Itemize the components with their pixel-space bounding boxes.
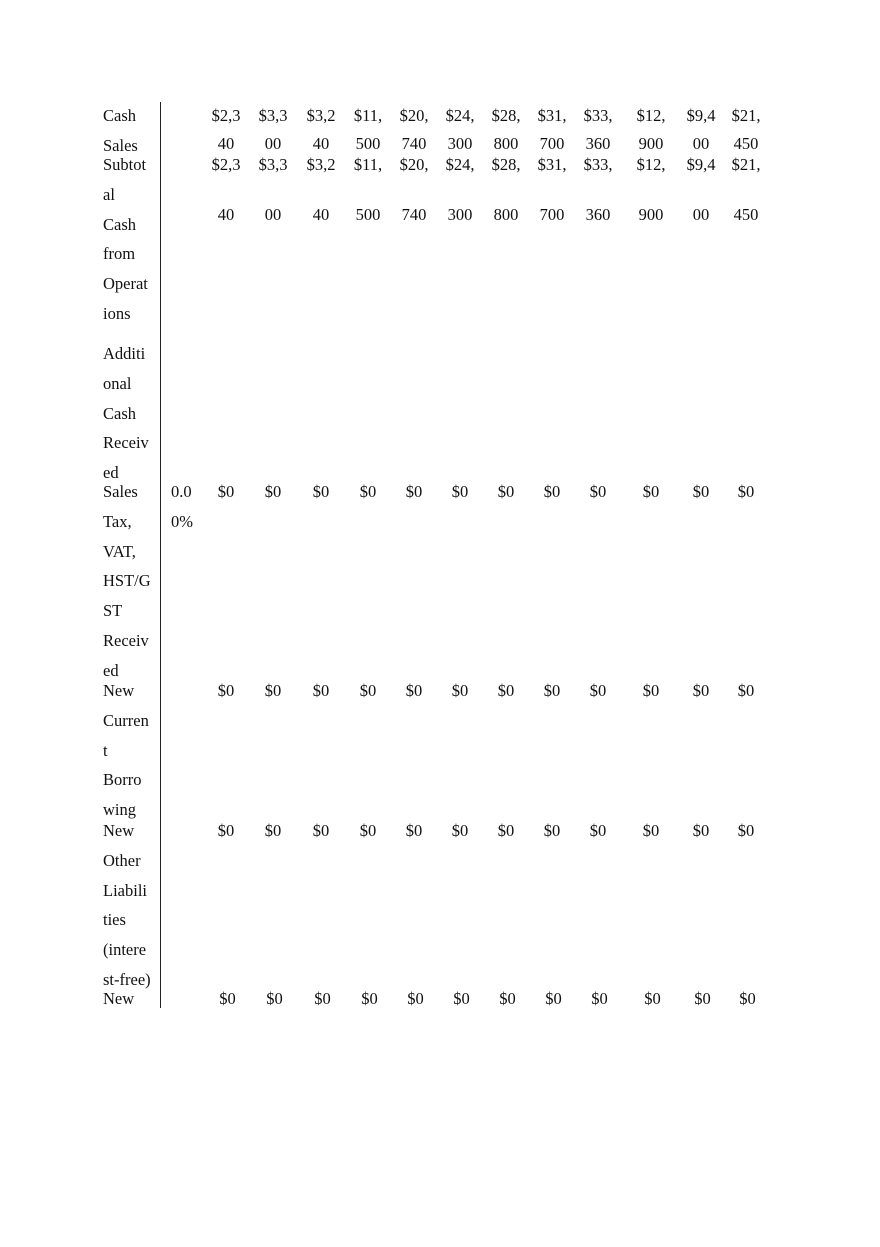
cell-value: 40 [312,205,330,224]
row-label: ed [103,463,119,483]
cell-value: $0 [543,681,561,700]
cell-value: $12, [636,106,666,125]
cell-value: 00 [692,205,710,224]
cell-value: 700 [539,205,565,224]
cell-value: $0 [312,681,330,700]
cell-value: 700 [539,134,565,153]
cell-value: $0 [361,989,378,1008]
cell-value: $0 [692,681,710,700]
cell-value: $0 [543,482,561,501]
cell-value: 800 [493,205,519,224]
row-label: ties [103,910,126,930]
cell-value: 300 [447,205,473,224]
cell-value: $0 [737,681,755,700]
cell-value: 900 [638,134,664,153]
cell-value: $0 [692,821,710,840]
cell-value: $0 [642,482,660,501]
row-label: Operat [103,274,148,294]
cell-value: 450 [733,134,759,153]
row-label: ed [103,660,119,680]
cell-value: $0 [692,482,710,501]
row-label: Receiv [103,631,149,650]
row-label: Sales [103,135,138,155]
cell-value: $0 [359,821,377,840]
cell-value: $28, [491,155,521,174]
cell-value: 450 [733,205,759,224]
cell-value: $0 [451,681,469,700]
cell-value: 740 [401,205,427,224]
cell-value: $20, [399,106,429,125]
cell-value: $0 [312,482,330,501]
row-label: Subtot [103,155,147,174]
cell-value: $0 [264,821,282,840]
row-label: ions [103,304,131,323]
percent-value: 0.0 [171,482,192,501]
cell-value: $11, [353,155,383,174]
row-label: Liabili [103,880,147,900]
cell-value: $3,3 [258,155,288,174]
row-label: New [103,821,135,840]
cell-value: $0 [217,681,235,700]
cell-value: $0 [497,681,515,700]
row-label: VAT, [103,541,136,561]
cell-value: 40 [217,205,235,224]
cell-value: 300 [447,134,473,153]
cell-value: $21, [731,106,761,125]
cell-value: $0 [264,482,282,501]
row-label: Borro [103,770,142,790]
cell-value: $0 [737,482,755,501]
cell-value: $0 [451,482,469,501]
cell-value: $20, [399,155,429,174]
row-label: Cash [103,214,136,234]
cell-value: $0 [453,989,470,1008]
cell-value: $0 [497,821,515,840]
cell-value: $0 [219,989,236,1008]
cell-value: $0 [451,821,469,840]
row-label: ST [103,601,123,621]
cell-value: 740 [401,134,427,153]
cell-value: $24, [445,155,475,174]
cell-value: 900 [638,205,664,224]
cell-value: $0 [642,681,660,700]
cell-value: $31, [537,155,567,174]
cell-value: $0 [405,821,423,840]
cell-value: 500 [355,134,381,153]
cell-value: $0 [644,989,661,1008]
row-label: Cash [103,106,136,125]
row-label: Cash [103,403,136,423]
cell-value: $0 [497,482,515,501]
row-label: Additi [103,344,146,363]
cell-value: $0 [266,989,283,1008]
row-label: Curren [103,710,149,730]
cell-value: $0 [591,989,608,1008]
cell-value: $0 [499,989,516,1008]
cell-value: $0 [694,989,711,1008]
row-label: st-free) [103,970,151,989]
cell-value: 500 [355,205,381,224]
cell-value: $3,3 [258,106,288,125]
cell-value: $33, [583,106,613,125]
cell-value: 00 [264,134,282,153]
row-label: al [103,184,115,204]
percent-value: 0% [171,511,193,531]
cell-value: 800 [493,134,519,153]
cell-value: $0 [314,989,331,1008]
cell-value: $33, [583,155,613,174]
cell-value: $3,2 [306,106,336,125]
cell-value: $0 [264,681,282,700]
cell-value: $9,4 [686,155,716,174]
cell-value: 360 [585,205,611,224]
cell-value: $0 [407,989,424,1008]
cell-value: $0 [405,482,423,501]
cell-value: $0 [739,989,756,1008]
cell-value: $31, [537,106,567,125]
row-label: Tax, [103,511,132,531]
cell-value: $0 [543,821,561,840]
cell-value: $2,3 [211,106,241,125]
row-label: from [103,244,136,264]
row-label: Receiv [103,433,149,453]
cell-value: $9,4 [686,106,716,125]
cell-value: $24, [445,106,475,125]
cell-value: $0 [589,681,607,700]
row-label: New [103,989,135,1008]
cell-value: $0 [737,821,755,840]
cell-value: $0 [359,681,377,700]
column-divider [160,102,161,1008]
cell-value: $0 [359,482,377,501]
row-label: onal [103,373,132,393]
cell-value: $11, [353,106,383,125]
cell-value: $0 [642,821,660,840]
row-label: (intere [103,940,147,960]
row-label: t [103,740,108,760]
cell-value: 40 [217,134,235,153]
cell-value: 360 [585,134,611,153]
row-label: New [103,681,135,700]
cell-value: $0 [589,821,607,840]
row-label: Sales [103,482,138,501]
row-label: wing [103,800,136,820]
row-label: HST/G [103,571,151,591]
cell-value: 00 [264,205,282,224]
cell-value: $3,2 [306,155,336,174]
cell-value: $0 [217,482,235,501]
cell-value: $0 [312,821,330,840]
cell-value: $0 [545,989,562,1008]
cell-value: $2,3 [211,155,241,174]
row-label: Other [103,850,141,870]
cell-value: $21, [731,155,761,174]
cell-value: $28, [491,106,521,125]
cell-value: 00 [692,134,710,153]
cell-value: $12, [636,155,666,174]
cell-value: $0 [405,681,423,700]
cell-value: 40 [312,134,330,153]
cell-value: $0 [217,821,235,840]
cell-value: $0 [589,482,607,501]
